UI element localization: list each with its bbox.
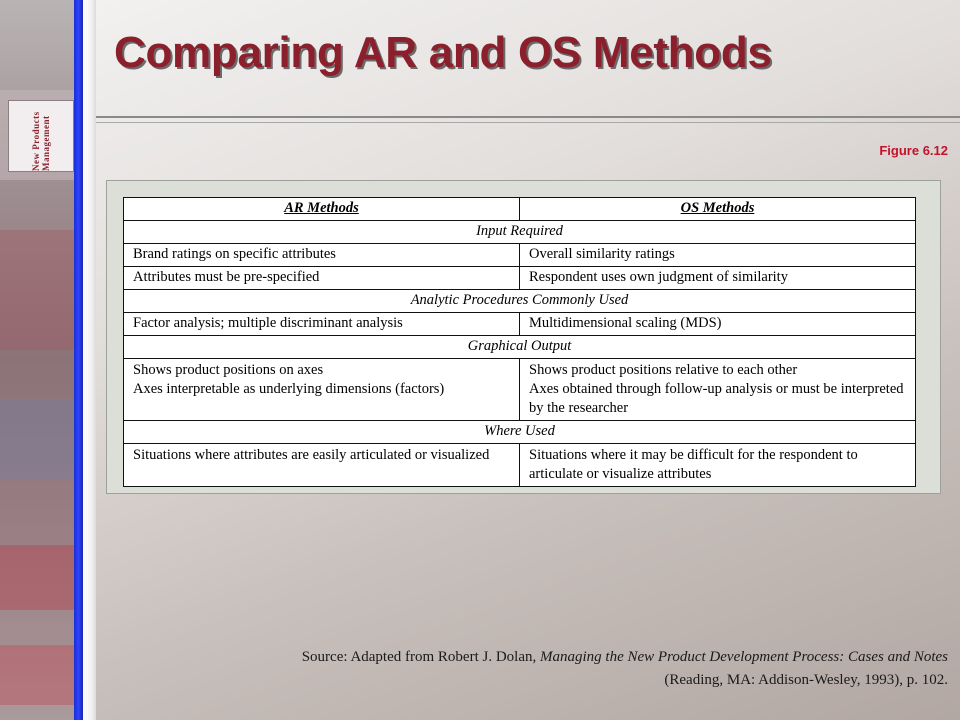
os-cell: Overall similarity ratings bbox=[520, 244, 916, 267]
section-row bbox=[124, 421, 916, 444]
source-line-2: (Reading, MA: Addison-Wesley, 1993), p. 102. bbox=[664, 672, 948, 688]
os-cell: Respondent uses own judgment of similarity bbox=[520, 267, 916, 290]
left-decorative-strip bbox=[0, 0, 74, 720]
source-line-1 bbox=[128, 646, 948, 669]
table-row bbox=[124, 313, 916, 336]
ar-line: Axes interpretable as underlying dimensions (factors) bbox=[133, 381, 445, 397]
white-accent-bar bbox=[83, 0, 96, 720]
source-prefix: Source: Adapted from Robert J. Dolan, bbox=[301, 649, 540, 665]
section-row bbox=[124, 290, 916, 313]
slide-title: Comparing AR and OS Methods bbox=[114, 28, 772, 77]
figure-panel bbox=[106, 180, 941, 494]
os-cell bbox=[520, 359, 916, 421]
ar-cell: Attributes must be pre-specified bbox=[124, 267, 520, 290]
os-cell: Situations where it may be difficult for the respondent to articulate or visualize attributes bbox=[520, 444, 916, 487]
figure-label: Figure 6.12 bbox=[879, 143, 948, 158]
section-row bbox=[124, 336, 916, 359]
ar-cell bbox=[124, 359, 520, 421]
os-cell: Multidimensional scaling (MDS) bbox=[520, 313, 916, 336]
title-divider bbox=[96, 116, 960, 123]
book-logo: New Products Management bbox=[8, 100, 74, 172]
table-row bbox=[124, 359, 916, 421]
ar-cell: Situations where attributes are easily articulated or visualized bbox=[124, 444, 520, 487]
source-citation bbox=[128, 646, 948, 692]
table-row bbox=[124, 267, 916, 290]
strip-tile bbox=[0, 645, 74, 705]
section-analytic-procedures: Analytic Procedures Commonly Used bbox=[124, 290, 916, 313]
os-line: Axes obtained through follow-up analysis or must be interpreted by the researcher bbox=[529, 381, 904, 416]
table-row bbox=[124, 444, 916, 487]
blue-accent-bar bbox=[74, 0, 83, 720]
table-row bbox=[124, 244, 916, 267]
strip-tile bbox=[0, 230, 74, 350]
os-line: Shows product positions relative to each other bbox=[529, 362, 798, 378]
source-book-title: Managing the New Product Development Process: Cases and Notes bbox=[540, 649, 948, 665]
section-where-used: Where Used bbox=[124, 421, 916, 444]
header-os-methods: OS Methods bbox=[520, 198, 916, 221]
strip-tile bbox=[0, 400, 74, 480]
ar-cell: Brand ratings on specific attributes bbox=[124, 244, 520, 267]
section-row bbox=[124, 221, 916, 244]
ar-cell: Factor analysis; multiple discriminant analysis bbox=[124, 313, 520, 336]
section-graphical-output: Graphical Output bbox=[124, 336, 916, 359]
ar-line: Shows product positions on axes bbox=[133, 362, 324, 378]
comparison-table bbox=[123, 197, 916, 487]
header-ar-methods: AR Methods bbox=[124, 198, 520, 221]
table-header-row bbox=[124, 198, 916, 221]
strip-tile bbox=[0, 545, 74, 610]
section-input-required: Input Required bbox=[124, 221, 916, 244]
